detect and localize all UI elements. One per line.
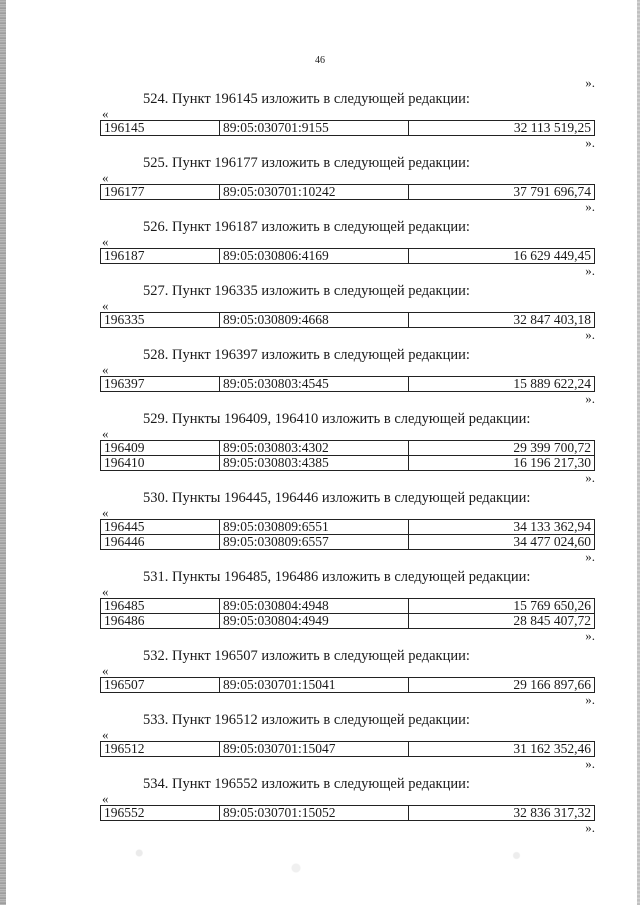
table-row xyxy=(101,520,595,535)
cadastral-number-cell: 89:05:030803:4302 xyxy=(220,441,409,456)
amendment-heading: 530. Пункты 196445, 196446 изложить в следующей редакции: xyxy=(143,490,531,506)
item-number-cell: 196486 xyxy=(101,614,220,629)
table-row xyxy=(101,249,595,264)
open-quote: « xyxy=(102,663,109,678)
cadastral-number-cell: 89:05:030701:15047 xyxy=(220,742,409,757)
open-quote: « xyxy=(102,791,109,806)
leading-close-quote: ». xyxy=(585,75,595,90)
close-quote: ». xyxy=(585,263,595,278)
amendment-heading: 533. Пункт 196512 изложить в следующей редакции: xyxy=(143,712,470,728)
amendment-item xyxy=(100,568,595,643)
item-number-cell: 196485 xyxy=(101,599,220,614)
item-number-cell: 196177 xyxy=(101,185,220,200)
open-quote: « xyxy=(102,106,109,121)
open-quote: « xyxy=(102,362,109,377)
item-number-cell: 196187 xyxy=(101,249,220,264)
cadastral-number-cell: 89:05:030701:15052 xyxy=(220,806,409,821)
value-cell: 29 166 897,66 xyxy=(409,678,595,693)
table-row xyxy=(101,441,595,456)
amendment-heading: 531. Пункты 196485, 196486 изложить в следующей редакции: xyxy=(143,569,531,585)
table-row xyxy=(101,742,595,757)
cadastral-number-cell: 89:05:030803:4545 xyxy=(220,377,409,392)
cadastral-number-cell: 89:05:030809:4668 xyxy=(220,313,409,328)
value-cell: 16 629 449,45 xyxy=(409,249,595,264)
value-cell: 32 847 403,18 xyxy=(409,313,595,328)
value-cell: 34 133 362,94 xyxy=(409,520,595,535)
amendment-heading: 525. Пункт 196177 изложить в следующей редакции: xyxy=(143,155,470,171)
record-table xyxy=(100,184,595,200)
record-table xyxy=(100,741,595,757)
item-number-cell: 196552 xyxy=(101,806,220,821)
close-quote: ». xyxy=(585,327,595,342)
value-cell: 31 162 352,46 xyxy=(409,742,595,757)
open-quote: « xyxy=(102,727,109,742)
amendment-item xyxy=(100,154,595,214)
value-cell: 15 889 622,24 xyxy=(409,377,595,392)
item-number-cell: 196446 xyxy=(101,535,220,550)
amendment-item xyxy=(100,775,595,835)
table-row xyxy=(101,456,595,471)
value-cell: 16 196 217,30 xyxy=(409,456,595,471)
close-quote: ». xyxy=(585,756,595,771)
item-number-cell: 196335 xyxy=(101,313,220,328)
amendment-item xyxy=(100,218,595,278)
table-row xyxy=(101,806,595,821)
amendment-heading: 526. Пункт 196187 изложить в следующей редакции: xyxy=(143,219,470,235)
cadastral-number-cell: 89:05:030804:4948 xyxy=(220,599,409,614)
record-table xyxy=(100,376,595,392)
cadastral-number-cell: 89:05:030809:6551 xyxy=(220,520,409,535)
cadastral-number-cell: 89:05:030701:10242 xyxy=(220,185,409,200)
open-quote: « xyxy=(102,234,109,249)
open-quote: « xyxy=(102,584,109,599)
table-row xyxy=(101,313,595,328)
cadastral-number-cell: 89:05:030806:4169 xyxy=(220,249,409,264)
value-cell: 28 845 407,72 xyxy=(409,614,595,629)
close-quote: ». xyxy=(585,692,595,707)
table-row xyxy=(101,678,595,693)
record-table xyxy=(100,805,595,821)
value-cell: 32 836 317,32 xyxy=(409,806,595,821)
table-row xyxy=(101,535,595,550)
close-quote: ». xyxy=(585,549,595,564)
table-row xyxy=(101,377,595,392)
table-row xyxy=(101,121,595,136)
amendment-item xyxy=(100,489,595,564)
item-number-cell: 196445 xyxy=(101,520,220,535)
document-body xyxy=(100,76,595,839)
close-quote: ». xyxy=(585,135,595,150)
item-number-cell: 196145 xyxy=(101,121,220,136)
open-quote: « xyxy=(102,170,109,185)
amendment-heading: 524. Пункт 196145 изложить в следующей редакции: xyxy=(143,91,470,107)
amendment-item xyxy=(100,90,595,150)
close-quote: ». xyxy=(585,470,595,485)
table-row xyxy=(101,599,595,614)
table-row xyxy=(101,185,595,200)
record-table xyxy=(100,248,595,264)
item-number-cell: 196409 xyxy=(101,441,220,456)
cadastral-number-cell: 89:05:030803:4385 xyxy=(220,456,409,471)
value-cell: 15 769 650,26 xyxy=(409,599,595,614)
open-quote: « xyxy=(102,426,109,441)
close-quote: ». xyxy=(585,628,595,643)
amendment-heading: 532. Пункт 196507 изложить в следующей редакции: xyxy=(143,648,470,664)
record-table xyxy=(100,120,595,136)
cadastral-number-cell: 89:05:030804:4949 xyxy=(220,614,409,629)
amendment-heading: 527. Пункт 196335 изложить в следующей редакции: xyxy=(143,283,470,299)
value-cell: 29 399 700,72 xyxy=(409,441,595,456)
item-number-cell: 196397 xyxy=(101,377,220,392)
record-table xyxy=(100,598,595,629)
scan-edge-left xyxy=(0,0,6,905)
open-quote: « xyxy=(102,298,109,313)
table-row xyxy=(101,614,595,629)
amendment-item xyxy=(100,647,595,707)
value-cell: 37 791 696,74 xyxy=(409,185,595,200)
close-quote: ». xyxy=(585,199,595,214)
cadastral-number-cell: 89:05:030701:9155 xyxy=(220,121,409,136)
record-table xyxy=(100,677,595,693)
amendment-item xyxy=(100,711,595,771)
item-number-cell: 196512 xyxy=(101,742,220,757)
amendment-heading: 528. Пункт 196397 изложить в следующей редакции: xyxy=(143,347,470,363)
cadastral-number-cell: 89:05:030701:15041 xyxy=(220,678,409,693)
cadastral-number-cell: 89:05:030809:6557 xyxy=(220,535,409,550)
record-table xyxy=(100,519,595,550)
value-cell: 34 477 024,60 xyxy=(409,535,595,550)
record-table xyxy=(100,312,595,328)
amendment-item xyxy=(100,282,595,342)
scan-noise xyxy=(100,838,590,888)
close-quote: ». xyxy=(585,820,595,835)
amendment-heading: 529. Пункты 196409, 196410 изложить в следующей редакции: xyxy=(143,411,531,427)
close-quote: ». xyxy=(585,391,595,406)
item-number-cell: 196410 xyxy=(101,456,220,471)
item-number-cell: 196507 xyxy=(101,678,220,693)
page-number: 46 xyxy=(315,55,325,66)
record-table xyxy=(100,440,595,471)
amendment-heading: 534. Пункт 196552 изложить в следующей редакции: xyxy=(143,776,470,792)
value-cell: 32 113 519,25 xyxy=(409,121,595,136)
open-quote: « xyxy=(102,505,109,520)
amendment-item xyxy=(100,346,595,406)
amendment-item xyxy=(100,410,595,485)
